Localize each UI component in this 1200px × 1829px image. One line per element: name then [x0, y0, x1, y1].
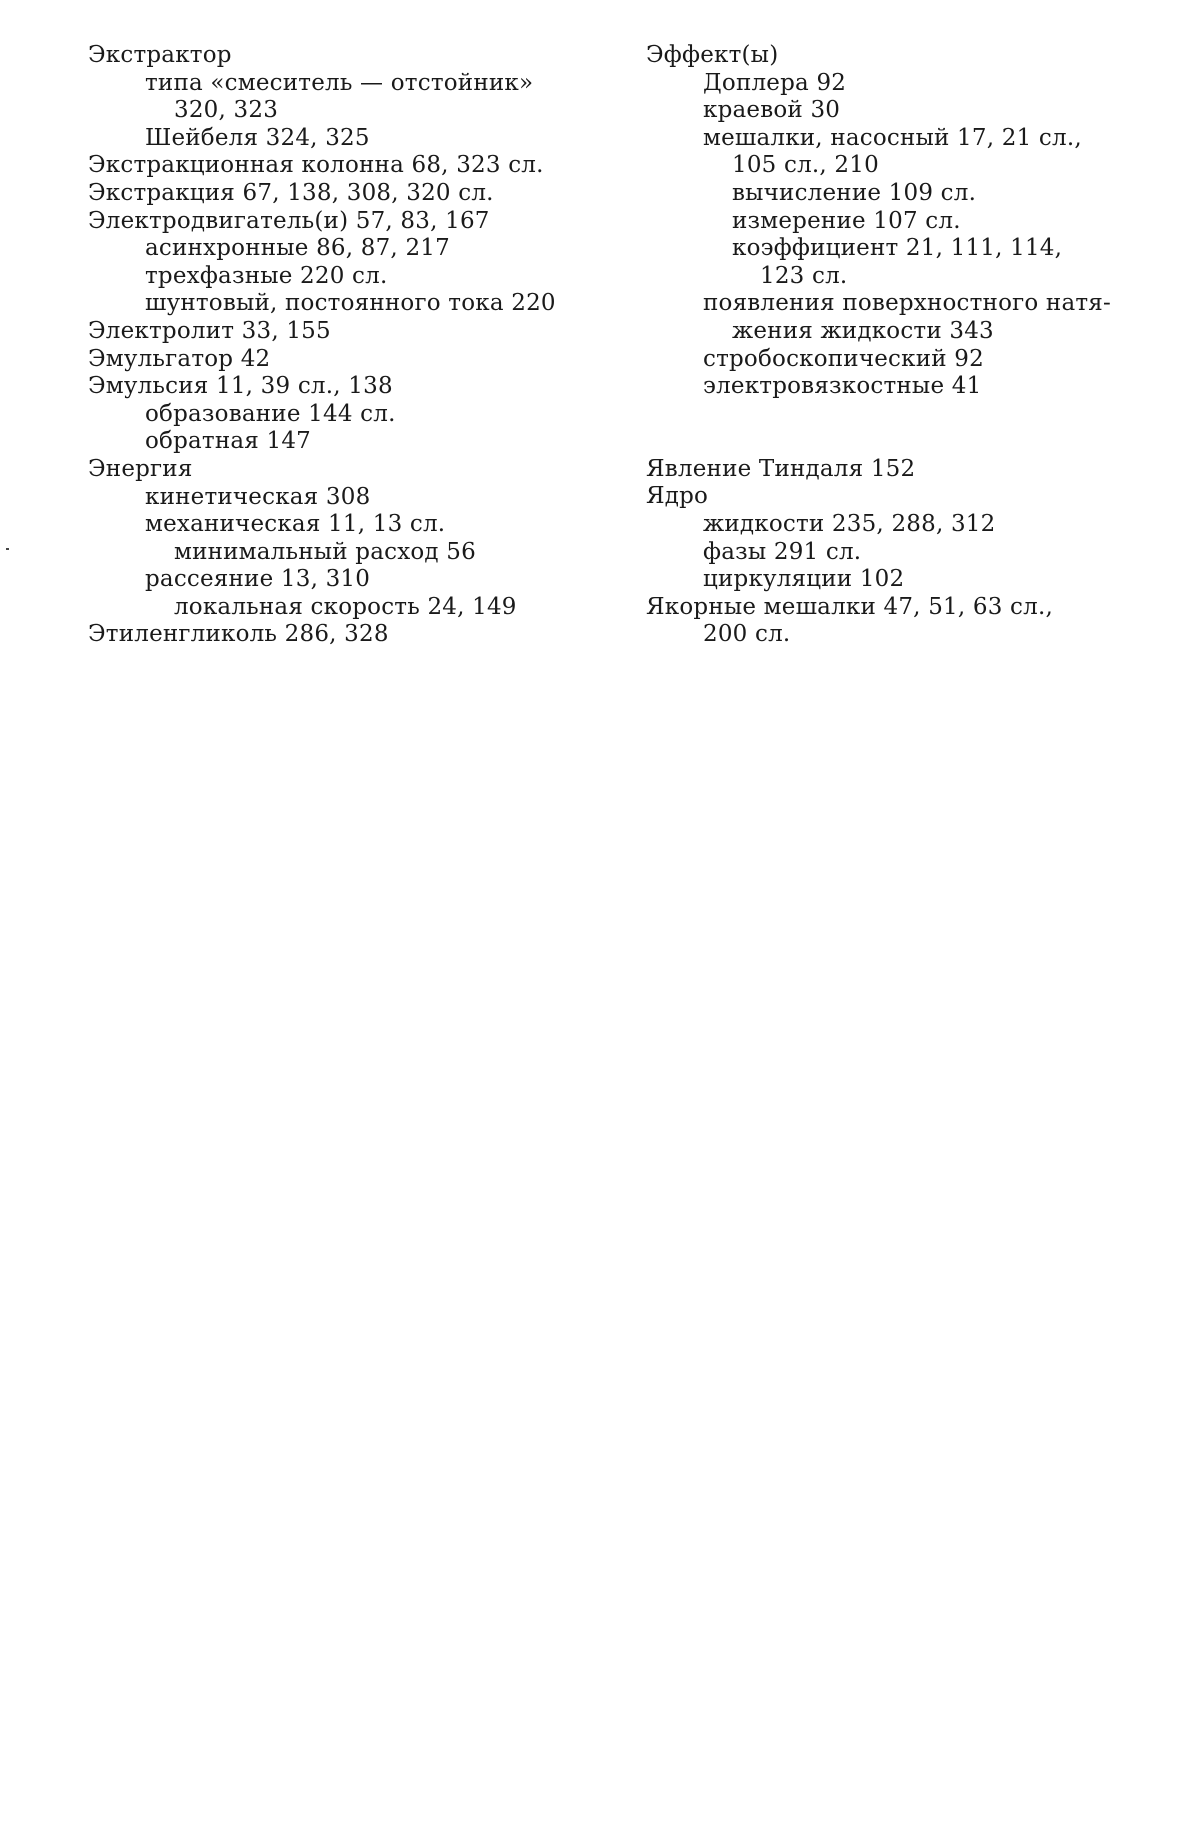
index-subentry: трехфазные 220 сл. [145, 262, 388, 289]
index-subentry: мешалки, насосный 17, 21 сл., [703, 124, 1082, 151]
index-subentry: обратная 147 [145, 428, 312, 455]
letter-section-gap [646, 401, 1166, 456]
index-entry: Экстракция 67, 138, 308, 320 сл. [88, 179, 494, 206]
index-entry: Экстракционная колонна 68, 323 сл. [88, 152, 544, 179]
index-entry: Ядро [646, 483, 709, 510]
index-entry: Эмульсия 11, 39 сл., 138 [88, 373, 393, 400]
index-subentry: шунтовый, постоянного тока 220 [145, 290, 556, 317]
index-subentry: появления поверхностного натя- [703, 290, 1111, 317]
index-subentry: кинетическая 308 [145, 483, 371, 510]
index-subentry: асинхронные 86, 87, 217 [145, 235, 450, 262]
index-subentry: типа «смеситель — отстойник» [145, 69, 534, 96]
index-subentry: механическая 11, 13 сл. [145, 511, 446, 538]
index-entry: Электродвигатель(и) 57, 83, 167 [88, 207, 490, 234]
index-subsubentry: коэффициент 21, 111, 114, [732, 235, 1063, 262]
index-subentry: стробоскопический 92 [703, 345, 984, 372]
index-continuation: 105 сл., 210 [732, 152, 879, 179]
index-entry: Явление Тиндаля 152 [646, 455, 916, 482]
index-entry: Эффект(ы) [646, 42, 779, 68]
index-subentry: Доплера 92 [703, 69, 847, 96]
index-entry: Этиленгликоль 286, 328 [88, 621, 389, 648]
index-subentry: фазы 291 сл. [703, 538, 862, 565]
index-subsubentry: измерение 107 сл. [732, 207, 961, 234]
index-continuation: жения жидкости 343 [732, 317, 994, 344]
index-subsubentry: локальная скорость 24, 149 [174, 593, 517, 620]
index-subentry: электровязкостные 41 [703, 373, 982, 400]
index-entry: Якорные мешалки 47, 51, 63 сл., [646, 593, 1053, 620]
index-subsubentry: вычисление 109 сл. [732, 179, 977, 206]
index-entry: Электролит 33, 155 [88, 317, 331, 344]
index-continuation: 200 сл. [703, 621, 791, 648]
index-continuation: 320, 323 [174, 97, 279, 124]
scan-speck [6, 548, 9, 550]
index-continuation: 123 сл. [760, 262, 848, 289]
index-subentry: жидкости 235, 288, 312 [703, 510, 996, 537]
index-subentry: краевой 30 [703, 97, 841, 124]
index-column-right [646, 42, 1166, 649]
index-subentry: Шейбеля 324, 325 [145, 124, 370, 151]
index-subsubentry: минимальный расход 56 [174, 538, 476, 565]
index-subentry: циркуляции 102 [703, 566, 905, 593]
index-column-left [88, 42, 618, 649]
index-subentry: образование 144 сл. [145, 400, 396, 427]
index-entry: Экстрактор [88, 42, 232, 68]
index-entry: Энергия [88, 455, 193, 482]
index-entry: Эмульгатор 42 [88, 345, 271, 372]
index-subentry: рассеяние 13, 310 [145, 566, 371, 593]
